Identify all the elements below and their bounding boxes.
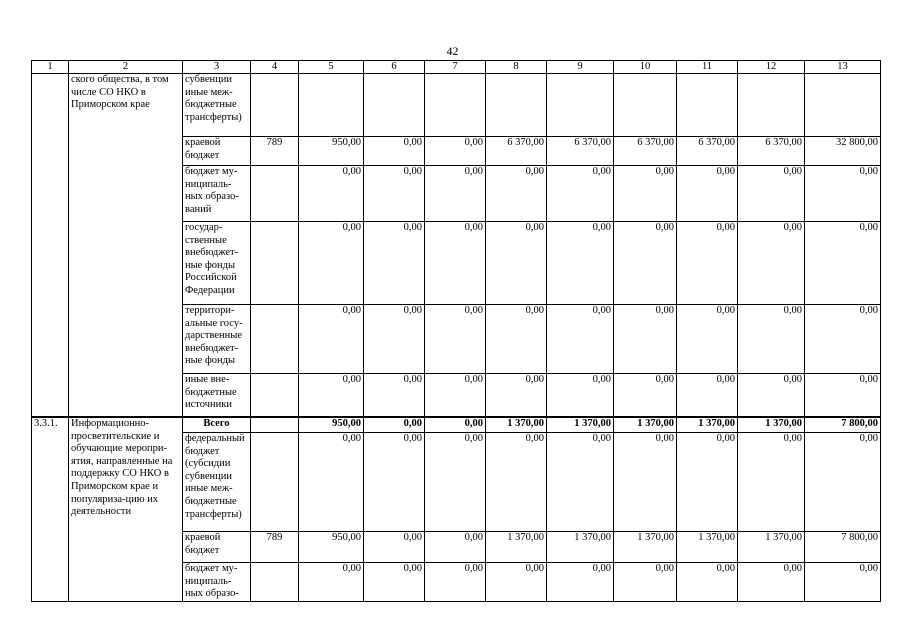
- amount-cell: 0,00: [364, 417, 425, 433]
- amount-cell: 0,00: [677, 563, 738, 602]
- amount-cell: 0,00: [738, 374, 805, 418]
- amount-cell: 0,00: [364, 374, 425, 418]
- amount-cell: 0,00: [805, 374, 881, 418]
- budget-code: [251, 166, 299, 222]
- amount-cell: 32 800,00: [805, 137, 881, 166]
- amount-cell: 0,00: [299, 563, 364, 602]
- amount-cell: [614, 74, 677, 137]
- amount-cell: 0,00: [805, 563, 881, 602]
- item-number: [32, 74, 69, 418]
- amount-cell: 0,00: [677, 166, 738, 222]
- amount-cell: 0,00: [805, 166, 881, 222]
- funding-source: территори-альные госу-дарственные внебюджет-ные фонды: [183, 305, 251, 374]
- amount-cell: 0,00: [364, 222, 425, 305]
- amount-cell: 7 800,00: [805, 417, 881, 433]
- table-row: [32, 74, 881, 137]
- item-number: 3.3.1.: [32, 417, 69, 602]
- item-name: ского общества, в том числе СО НКО в Приморском крае: [69, 74, 183, 418]
- amount-cell: 0,00: [486, 374, 547, 418]
- budget-code: 789: [251, 137, 299, 166]
- col-header: 12: [738, 61, 805, 74]
- amount-cell: 1 370,00: [547, 532, 614, 563]
- amount-cell: 6 370,00: [486, 137, 547, 166]
- header-row: [32, 61, 881, 74]
- amount-cell: [547, 74, 614, 137]
- amount-cell: 1 370,00: [677, 417, 738, 433]
- col-header: 5: [299, 61, 364, 74]
- amount-cell: 0,00: [805, 222, 881, 305]
- amount-cell: 1 370,00: [677, 532, 738, 563]
- col-header: 6: [364, 61, 425, 74]
- budget-code: 789: [251, 532, 299, 563]
- amount-cell: 0,00: [738, 305, 805, 374]
- amount-cell: 0,00: [425, 563, 486, 602]
- amount-cell: 0,00: [425, 374, 486, 418]
- amount-cell: 950,00: [299, 532, 364, 563]
- amount-cell: 0,00: [425, 137, 486, 166]
- col-header: 4: [251, 61, 299, 74]
- budget-code: [251, 74, 299, 137]
- amount-cell: 0,00: [364, 305, 425, 374]
- amount-cell: 0,00: [805, 305, 881, 374]
- amount-cell: 0,00: [805, 433, 881, 532]
- amount-cell: [425, 74, 486, 137]
- amount-cell: 0,00: [425, 222, 486, 305]
- funding-source: бюджет му-ниципаль-ных образо-: [183, 563, 251, 602]
- amount-cell: 0,00: [364, 433, 425, 532]
- amount-cell: 1 370,00: [614, 417, 677, 433]
- col-header: 13: [805, 61, 881, 74]
- amount-cell: 950,00: [299, 137, 364, 166]
- amount-cell: 0,00: [486, 166, 547, 222]
- amount-cell: 0,00: [364, 563, 425, 602]
- amount-cell: [364, 74, 425, 137]
- amount-cell: 0,00: [425, 532, 486, 563]
- col-header: 10: [614, 61, 677, 74]
- amount-cell: [299, 74, 364, 137]
- amount-cell: 0,00: [547, 166, 614, 222]
- page-number: 42: [446, 44, 459, 58]
- col-header: 11: [677, 61, 738, 74]
- funding-source: субвенции иные меж-бюджетные трансферты): [183, 74, 251, 137]
- amount-cell: 0,00: [614, 374, 677, 418]
- amount-cell: 0,00: [614, 433, 677, 532]
- amount-cell: 0,00: [547, 374, 614, 418]
- table-row: [32, 417, 881, 433]
- amount-cell: 0,00: [425, 166, 486, 222]
- amount-cell: 0,00: [547, 222, 614, 305]
- amount-cell: 0,00: [486, 222, 547, 305]
- budget-code: [251, 563, 299, 602]
- amount-cell: 6 370,00: [614, 137, 677, 166]
- amount-cell: 0,00: [738, 166, 805, 222]
- funding-source: Всего: [183, 417, 251, 433]
- budget-code: [251, 222, 299, 305]
- amount-cell: 0,00: [364, 166, 425, 222]
- col-header: 2: [69, 61, 183, 74]
- budget-table: [31, 60, 881, 602]
- amount-cell: 0,00: [299, 374, 364, 418]
- col-header: 3: [183, 61, 251, 74]
- amount-cell: 1 370,00: [547, 417, 614, 433]
- funding-source: государ-ственные внебюджет-ные фонды Российской Федерации: [183, 222, 251, 305]
- amount-cell: 6 370,00: [738, 137, 805, 166]
- amount-cell: 0,00: [486, 563, 547, 602]
- amount-cell: 0,00: [738, 563, 805, 602]
- amount-cell: 0,00: [425, 305, 486, 374]
- amount-cell: 0,00: [486, 305, 547, 374]
- amount-cell: 0,00: [299, 166, 364, 222]
- amount-cell: 950,00: [299, 417, 364, 433]
- amount-cell: 0,00: [547, 433, 614, 532]
- amount-cell: 0,00: [299, 433, 364, 532]
- amount-cell: 0,00: [486, 433, 547, 532]
- amount-cell: 0,00: [738, 222, 805, 305]
- amount-cell: 0,00: [547, 563, 614, 602]
- amount-cell: 1 370,00: [738, 532, 805, 563]
- amount-cell: [677, 74, 738, 137]
- budget-code: [251, 417, 299, 433]
- budget-code: [251, 305, 299, 374]
- funding-source: бюджет му-ниципаль-ных образо-ваний: [183, 166, 251, 222]
- funding-source: краевой бюджет: [183, 532, 251, 563]
- amount-cell: 0,00: [738, 433, 805, 532]
- budget-code: [251, 374, 299, 418]
- amount-cell: 0,00: [677, 374, 738, 418]
- amount-cell: 6 370,00: [677, 137, 738, 166]
- amount-cell: [805, 74, 881, 137]
- amount-cell: 0,00: [614, 222, 677, 305]
- amount-cell: 6 370,00: [547, 137, 614, 166]
- amount-cell: 1 370,00: [486, 417, 547, 433]
- amount-cell: 1 370,00: [486, 532, 547, 563]
- amount-cell: 0,00: [547, 305, 614, 374]
- amount-cell: 0,00: [677, 305, 738, 374]
- amount-cell: 0,00: [614, 563, 677, 602]
- amount-cell: 1 370,00: [614, 532, 677, 563]
- col-header: 1: [32, 61, 69, 74]
- amount-cell: [738, 74, 805, 137]
- amount-cell: 0,00: [299, 222, 364, 305]
- amount-cell: 0,00: [299, 305, 364, 374]
- amount-cell: 0,00: [677, 433, 738, 532]
- amount-cell: [486, 74, 547, 137]
- col-header: 9: [547, 61, 614, 74]
- amount-cell: 0,00: [425, 433, 486, 532]
- amount-cell: 7 800,00: [805, 532, 881, 563]
- col-header: 7: [425, 61, 486, 74]
- amount-cell: 0,00: [364, 532, 425, 563]
- amount-cell: 0,00: [614, 166, 677, 222]
- funding-source: иные вне-бюджетные источники: [183, 374, 251, 418]
- funding-source: краевой бюджет: [183, 137, 251, 166]
- budget-code: [251, 433, 299, 532]
- amount-cell: 0,00: [364, 137, 425, 166]
- col-header: 8: [486, 61, 547, 74]
- amount-cell: 0,00: [425, 417, 486, 433]
- amount-cell: 0,00: [614, 305, 677, 374]
- amount-cell: 1 370,00: [738, 417, 805, 433]
- amount-cell: 0,00: [677, 222, 738, 305]
- funding-source: федеральный бюджет (субсидии субвенции иные меж-бюджетные трансферты): [183, 433, 251, 532]
- item-name: Информационно-просветительские и обучающие меропри-ятия, направленные на поддержку СО НКО в Приморском крае и популяриза-цию их деятельности: [69, 417, 183, 602]
